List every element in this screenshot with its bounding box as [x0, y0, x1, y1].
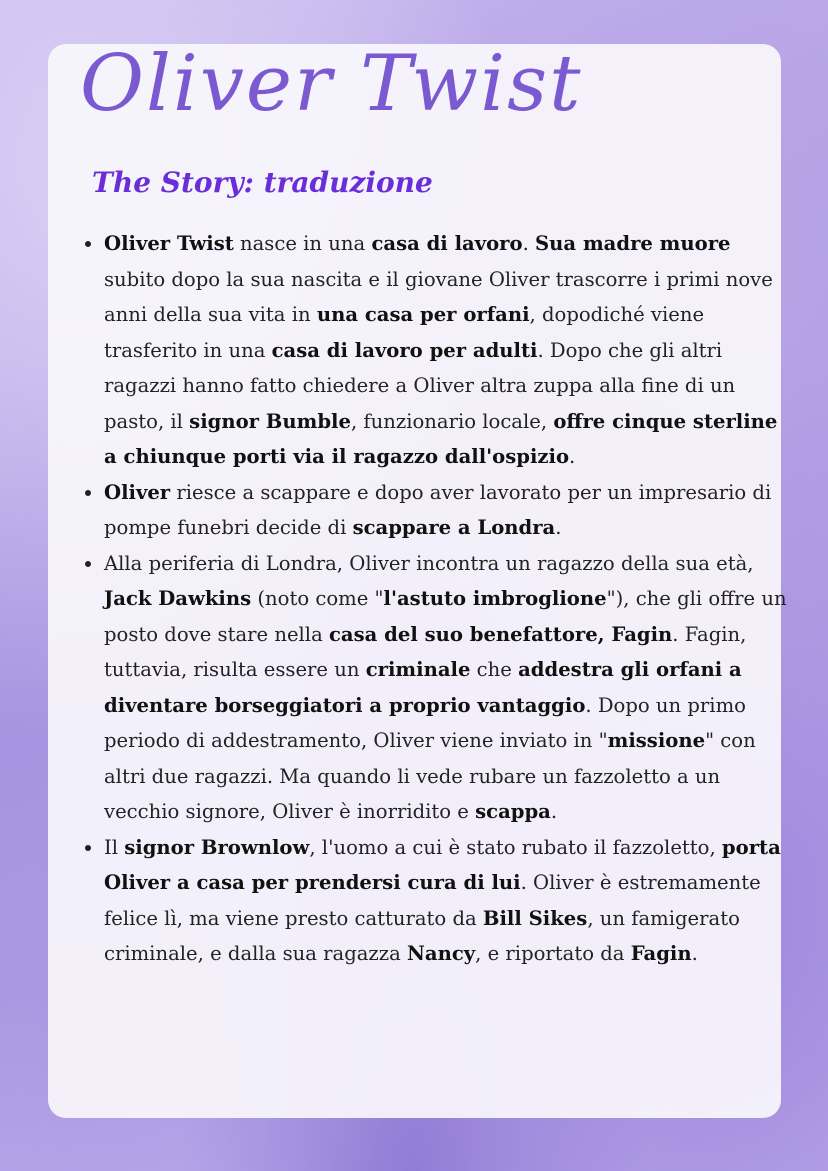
story-list: [80, 226, 794, 972]
text: .: [555, 516, 562, 539]
emphasis: Oliver: [104, 480, 171, 504]
emphasis: offre cinque sterline a chiunque porti via il ragazzo dall'ospizio: [104, 409, 778, 468]
text: , e riportato da: [475, 942, 631, 965]
emphasis: Nancy: [406, 942, 476, 965]
text: .: [550, 800, 558, 823]
text: (noto come ": [251, 587, 384, 610]
text: , l'uomo a cui è stato rubato il fazzoletto,: [309, 835, 722, 859]
text: " con altri due ragazzi. Ma quando li vede rubare un fazzoletto a un vecchio signore, Oliver è inorridito e: [104, 729, 756, 823]
emphasis: Sua madre muore: [535, 232, 731, 255]
text: Alla periferia di Londra, Oliver incontra un ragazzo della sua età,: [104, 551, 754, 575]
list-item: [104, 830, 794, 972]
emphasis: casa di lavoro per adulti: [271, 338, 538, 362]
emphasis: criminale: [365, 658, 471, 681]
text: nasce in una: [233, 232, 372, 255]
emphasis: scappare a Londra: [352, 516, 556, 539]
emphasis: Oliver Twist: [104, 232, 234, 255]
emphasis: signor Bumble: [189, 409, 351, 433]
emphasis: Fagin: [630, 942, 692, 965]
emphasis: Jack Dawkins: [104, 587, 252, 610]
emphasis: casa del suo benefattore, Fagin: [328, 622, 673, 646]
text: "), che gli offre un posto dove stare nella: [104, 587, 787, 646]
text: , un famigerato criminale, e dalla sua ragazza: [104, 906, 740, 965]
text: subito dopo la sua nascita e il giovane Oliver trascorre i primi nove anni della sua vita in: [104, 267, 773, 326]
list-item: [104, 226, 794, 475]
text: . Dopo che gli altri ragazzi hanno fatto chiedere a Oliver altra zuppa alla fine di un pasto, il: [104, 338, 736, 433]
text: .: [691, 942, 698, 965]
text: . Dopo un primo periodo di addestramento, Oliver viene inviato in ": [104, 693, 746, 752]
text: Il: [104, 835, 125, 859]
text: . Fagin, tuttavia, risulta essere un: [104, 622, 747, 681]
page-subtitle: The Story: traduzione: [92, 166, 433, 199]
text: .: [522, 232, 536, 255]
page-title: Oliver Twist: [80, 39, 583, 129]
emphasis: missione: [607, 729, 706, 752]
emphasis: Bill Sikes: [482, 906, 588, 930]
text: . Oliver è estremamente felice lì, ma viene presto catturato da: [104, 871, 761, 930]
text: che: [470, 658, 519, 681]
text: riesce a scappare e dopo aver lavorato per un impresario di pompe funebri decide di: [104, 480, 772, 539]
text: .: [569, 445, 576, 468]
emphasis: l'astuto imbroglione: [383, 587, 607, 610]
emphasis: porta Oliver a casa per prendersi cura di lui: [104, 835, 781, 894]
list-item: [104, 475, 794, 546]
text: , dopodiché viene trasferito in una: [104, 303, 705, 362]
emphasis: una casa per orfani: [316, 303, 530, 326]
emphasis: signor Brownlow: [124, 835, 310, 859]
emphasis: casa di lavoro: [371, 232, 523, 255]
emphasis: scappa: [475, 800, 551, 823]
emphasis: addestra gli orfani a diventare borseggiatori a proprio vantaggio: [104, 658, 742, 717]
list-item: [104, 546, 794, 830]
text: , funzionario locale,: [350, 409, 554, 433]
